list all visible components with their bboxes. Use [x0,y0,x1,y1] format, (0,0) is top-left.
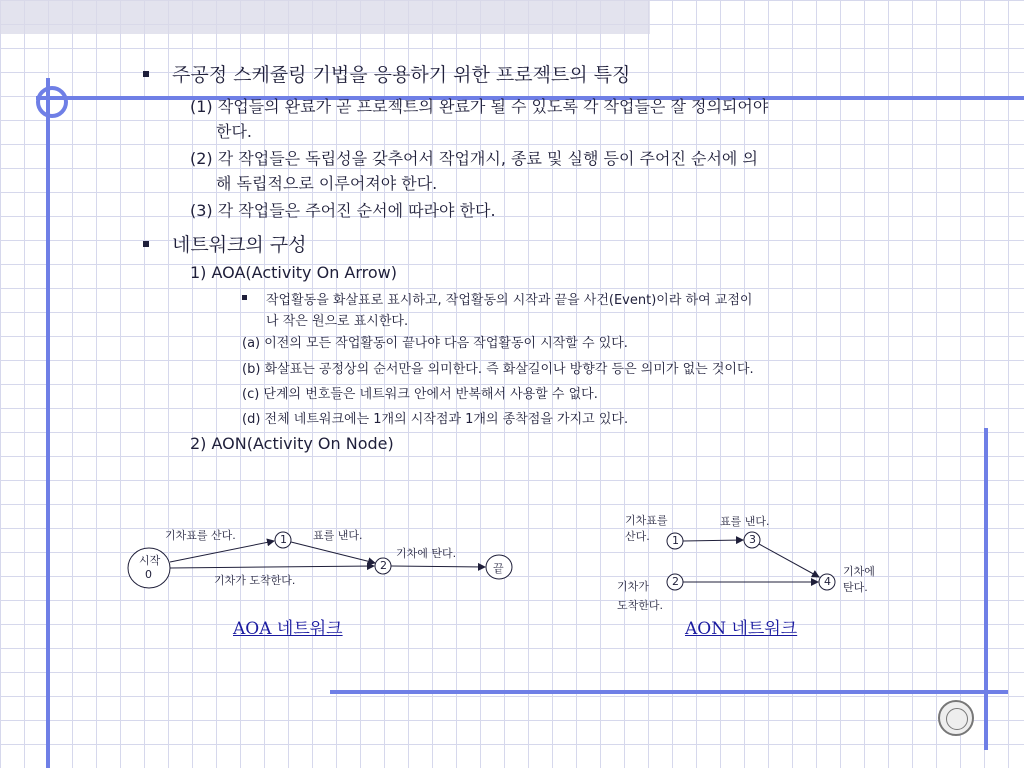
aoa-start-label-line1: 시작 [139,554,161,567]
aon-edge-1-3 [683,540,743,541]
aon-label4-line1: 기차에 [843,565,875,578]
section1-item2-line1: (2) 각 작업들은 독립성을 갖추어서 작업개시, 종료 및 실행 등이 주어진 순서에 의 [190,149,758,168]
aon-edge-3-4 [759,544,819,577]
aon-node-1-label: 1 [672,534,679,547]
aoa-edge-0-1 [170,541,274,562]
aoa-start-label-line2: 0 [145,568,152,581]
section1-item1-line2: 한다. [216,122,252,141]
aon-caption: AON 네트워크 [685,619,798,639]
logo-seal-icon [938,700,974,736]
aoa-arrive-label: 기차가 도착한다. [214,574,296,587]
aon-label4-line2: 탄다. [843,581,868,594]
aoa-show-label: 표를 낸다. [313,529,363,542]
aoa-point-b: (b) 화살표는 공정상의 순서만을 의미한다. 즉 화살길이나 방향각 등은 의미가 없는 것이다. [242,362,754,377]
aoa-point-d: (d) 전체 네트워크에는 1개의 시작점과 1개의 종착점을 가지고 있다. [242,412,629,427]
aoa-caption: AOA 네트워크 [233,619,343,639]
aon-node-2-label: 2 [672,575,679,588]
aoa-board-label: 기차에 탄다. [396,547,457,560]
aon-label2-line1: 기차가 [617,580,649,593]
aoa-bullet-line2: 나 작은 원으로 표시한다. [266,314,409,329]
logo-seal-inner [946,708,968,730]
aoa-point-a: (a) 이전의 모든 작업활동이 끝나야 다음 작업활동이 시작할 수 있다. [242,336,628,351]
aoa-node-2-label: 2 [380,559,387,572]
aoa-node-1-label: 1 [280,533,287,546]
aoa-edge-1-2 [291,542,375,563]
section1-item3: (3) 각 작업들은 주어진 순서에 따라야 한다. [190,201,496,220]
aoa-ticket-label: 기차표를 산다. [165,529,236,542]
aon-node-4-label: 4 [824,575,831,588]
aon-heading: 2) AON(Activity On Node) [190,434,394,453]
aoa-edge-0-2 [170,566,374,568]
section1-title: 주공정 스케쥴링 기법을 응용하기 위한 프로젝트의 특징 [172,64,631,86]
aon-node-3-label: 3 [749,533,756,546]
section1-item1-line1: (1) 작업들의 완료가 곧 프로젝트의 완료가 될 수 있도록 각 작업들은 잘 정의되어야 [190,97,769,116]
aoa-heading: 1) AOA(Activity On Arrow) [190,263,397,282]
aoa-point-c: (c) 단계의 번호들은 네트워크 안에서 반복해서 사용할 수 없다. [242,387,598,402]
aoa-edge-2-end [391,566,485,567]
aon-label1-line1: 기차표를 [625,514,668,527]
aoa-end-label: 끝 [493,562,504,575]
section2-title: 네트워크의 구성 [172,234,307,256]
aon-label3: 표를 낸다. [720,515,770,528]
aon-label1-line2: 산다. [625,530,650,543]
aon-label2-line2: 도착한다. [617,599,664,612]
aoa-bullet-line1: 작업활동을 화살표로 표시하고, 작업활동의 시작과 끝을 사건(Event)이라 하여 교점이 [266,293,753,308]
section1-item2-line2: 해 독립적으로 이루어져야 한다. [216,174,438,193]
